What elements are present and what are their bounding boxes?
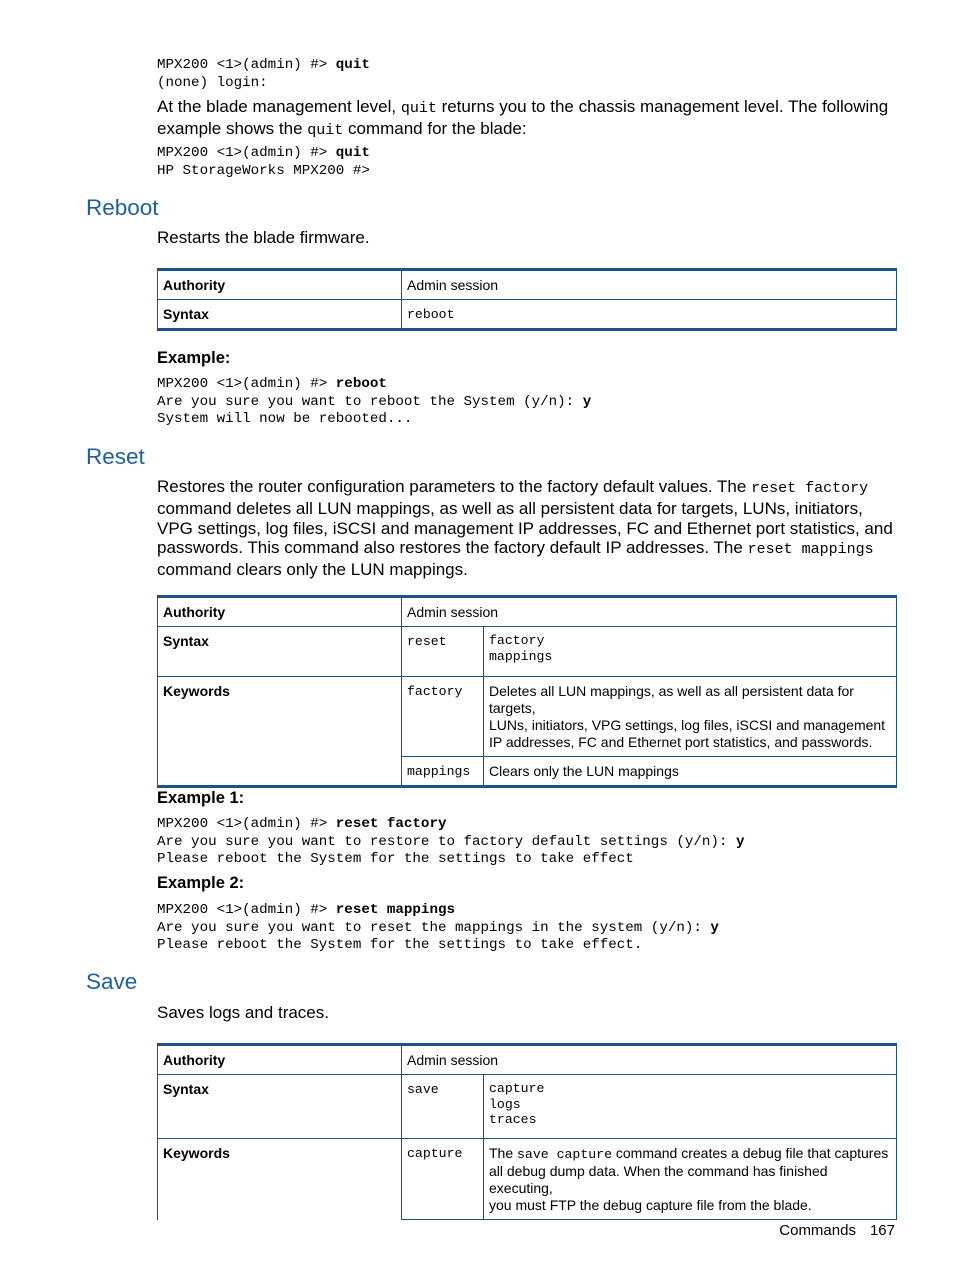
keyword-mappings: mappings [402,757,484,787]
authority-label: Authority [158,597,402,627]
reset-example1-label: Example 1: [157,789,245,807]
table-row [158,1075,897,1139]
quit-example-2: MPX200 <1>(admin) #> quit HP StorageWorks MPX200 #> [157,145,370,179]
syntax-value: reboot [402,300,897,330]
table-row [158,677,897,757]
syntax-options: capture logs traces [484,1075,897,1139]
authority-value: Admin session [402,270,897,300]
authority-value: Admin session [402,1045,897,1075]
reboot-example-label: Example: [157,349,231,367]
authority-label: Authority [158,1045,402,1075]
keyword-capture-description: The save capture command creates a debug file that captures all debug dump data. When the command has finished executing, you must FTP the debug capture file from the blade. [484,1139,897,1220]
keyword-factory: factory [402,677,484,757]
reset-example-2: MPX200 <1>(admin) #> reset mappings Are you sure you want to reset the mappings in the system (y/n): y Please reboot the System for the settings to take effect. [157,902,719,953]
quit-example-1: MPX200 <1>(admin) #> quit (none) login: [157,57,370,91]
save-heading: Save [86,969,138,994]
keywords-label: Keywords [158,677,402,787]
authority-value: Admin session [402,597,897,627]
keyword-mappings-description: Clears only the LUN mappings [484,757,897,787]
reset-heading: Reset [86,444,145,469]
save-spec-table [157,1043,897,1220]
quit-description: At the blade management level, quit returns you to the chassis management level. The following example shows the quit command for the blade: [157,97,889,139]
reset-spec-table [157,595,897,788]
syntax-label: Syntax [158,300,402,330]
syntax-options: factory mappings [484,627,897,677]
syntax-label: Syntax [158,1075,402,1139]
table-row [158,627,897,677]
syntax-command: save [402,1075,484,1139]
reboot-description: Restarts the blade firmware. [157,228,370,247]
reboot-heading: Reboot [86,195,159,220]
keyword-capture: capture [402,1139,484,1220]
save-description: Saves logs and traces. [157,1003,329,1022]
table-row [158,1045,897,1075]
table-row [158,597,897,627]
syntax-command: reset [402,627,484,677]
reboot-example: MPX200 <1>(admin) #> reboot Are you sure you want to reboot the System (y/n): y System will now be rebooted... [157,376,592,427]
reset-example2-label: Example 2: [157,874,245,892]
authority-label: Authority [158,270,402,300]
syntax-label: Syntax [158,627,402,677]
table-row [158,1139,897,1220]
page-number: 167 [869,1222,895,1239]
table-row [158,300,897,330]
footer-section: Commands [779,1222,856,1239]
page-footer [779,1222,895,1239]
reboot-spec-table [157,268,897,331]
keyword-factory-description: Deletes all LUN mappings, as well as all persistent data for targets, LUNs, initiators, VPG settings, log files, iSCSI and management IP addresses, FC and Ethernet port statistics, and passwords. [484,677,897,757]
reset-description: Restores the router configuration parameters to the factory default values. The reset factory command deletes all LUN mappings, as well as all persistent data for targets, LUNs, initiators, VPG settings, log files, iSCSI and management IP addresses, FC and Ethernet port statistics, and passwords. This command also restores the factory default IP addresses. The reset mappings command clears only the LUN mappings. [157,477,893,580]
keywords-label: Keywords [158,1139,402,1220]
reset-example-1: MPX200 <1>(admin) #> reset factory Are you sure you want to restore to factory default settings (y/n): y Please reboot the System for the settings to take effect [157,816,745,867]
table-row [158,270,897,300]
